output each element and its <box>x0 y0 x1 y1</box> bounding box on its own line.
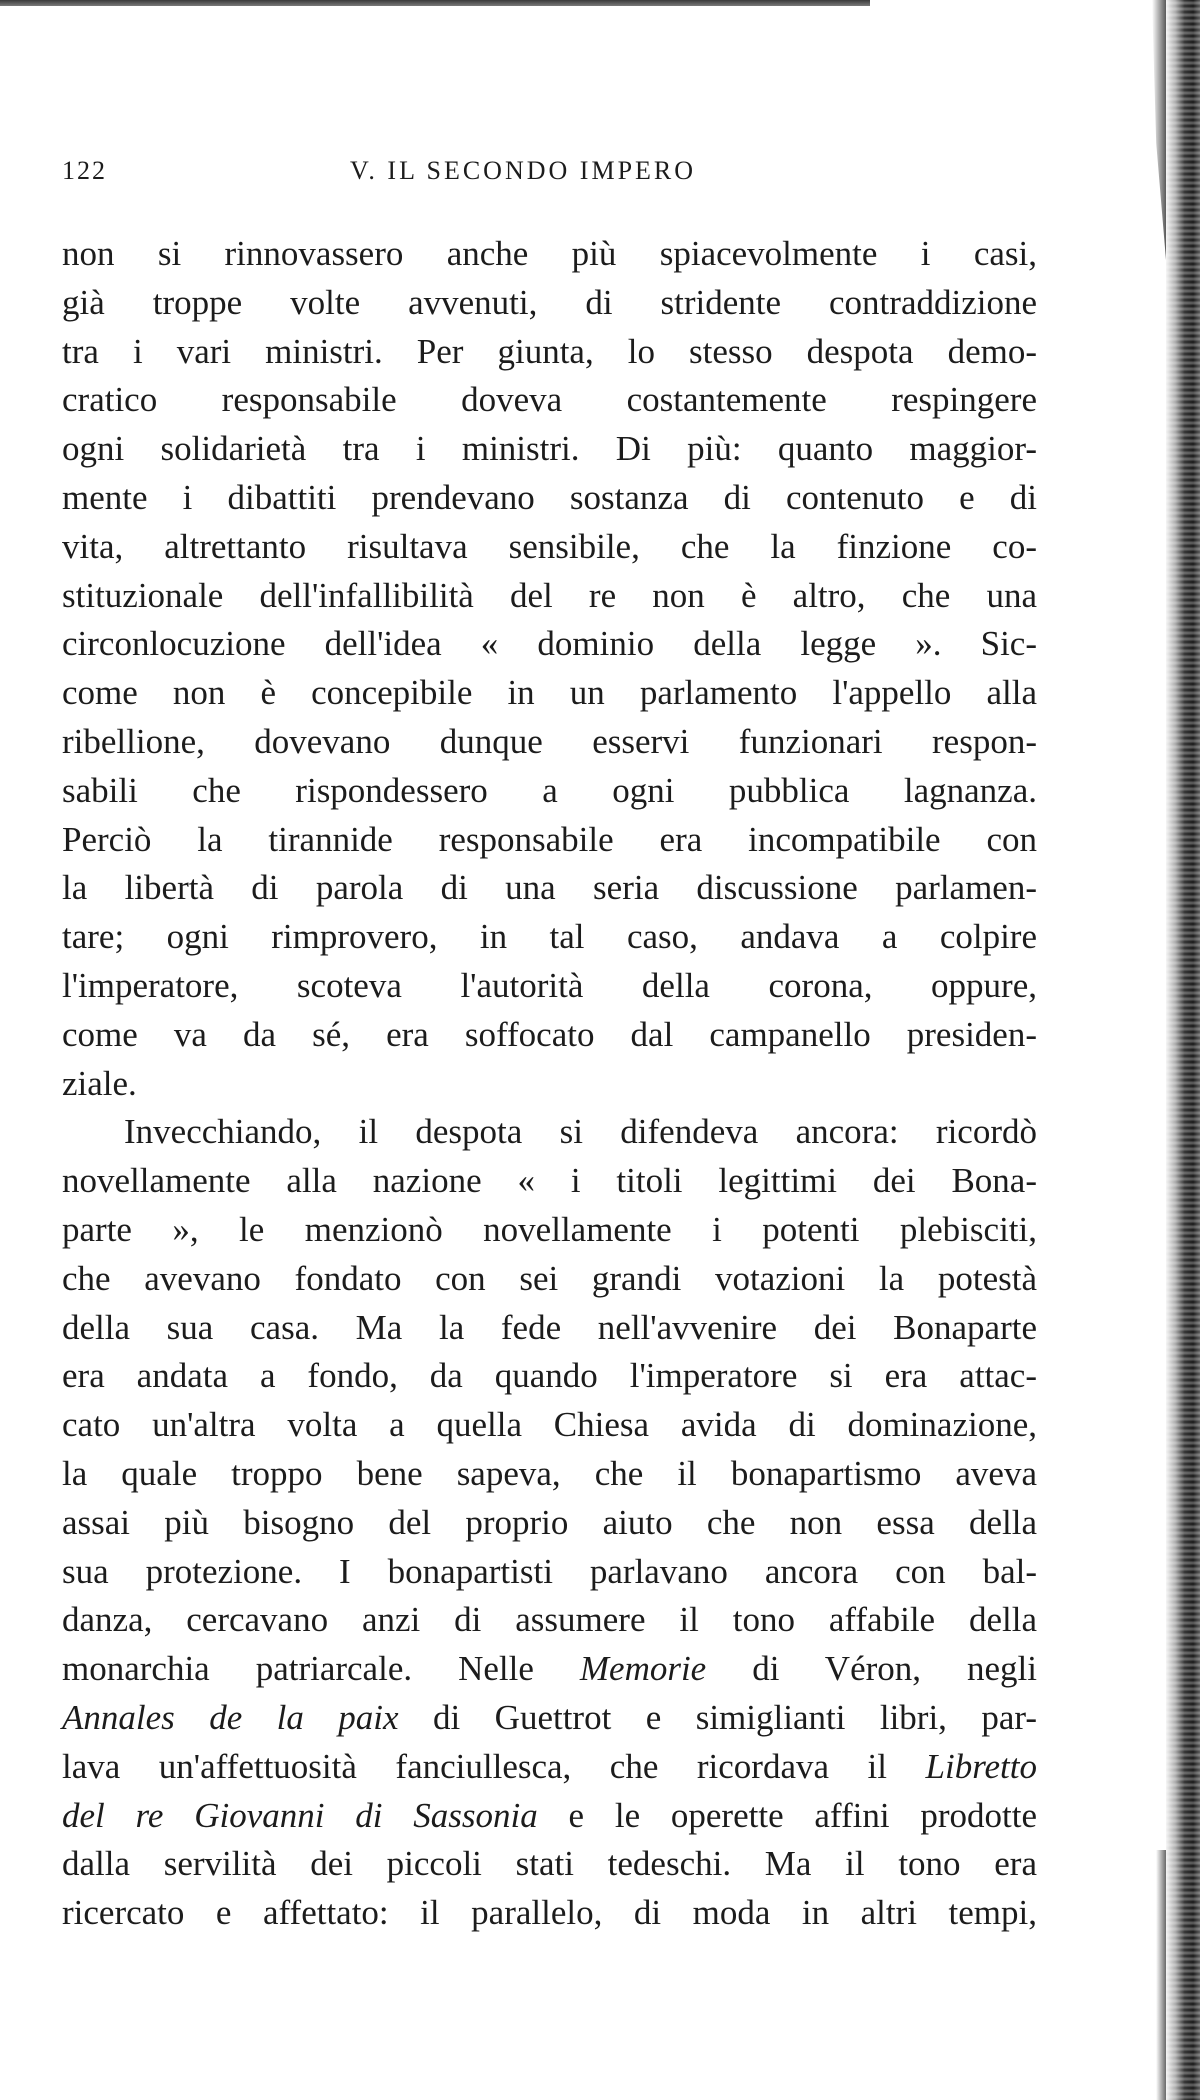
line-text: Perciò la tirannide responsabile era incompatibile con <box>62 819 1037 859</box>
page-number: 122 <box>62 156 107 185</box>
text-line <box>62 1157 1037 1206</box>
line-text: dalla servilità dei piccoli stati tedeschi. Ma il tono era <box>62 1844 1037 1884</box>
line-text: come va da sé, era soffocato dal campanello presiden- <box>62 1014 1037 1054</box>
line-text: e le operette affini prodotte <box>537 1795 1037 1835</box>
text-line <box>62 1792 1037 1841</box>
text-line <box>62 669 1037 718</box>
text-line <box>62 1840 1037 1889</box>
text-line <box>62 1108 1037 1157</box>
line-text: ribellione, dovevano dunque esservi funzionari respon- <box>62 721 1037 761</box>
text-line <box>62 1011 1037 1060</box>
line-text: tra i vari ministri. Per giunta, lo stesso despota demo- <box>62 331 1037 371</box>
running-head <box>62 156 1037 196</box>
line-text: di Guettrot e simiglianti libri, par- <box>398 1697 1038 1737</box>
line-text: sabili che rispondessero a ogni pubblica lagnanza. <box>62 770 1037 810</box>
text-line <box>62 230 1037 279</box>
text-line <box>62 1645 1037 1694</box>
page-edge-shadow <box>1166 0 1200 2100</box>
line-text: assai più bisogno del proprio aiuto che non essa della <box>62 1502 1037 1542</box>
line-text: come non è concepibile in un parlamento l'appello alla <box>62 673 1037 713</box>
text-line <box>62 718 1037 767</box>
line-text: ziale. <box>62 1063 137 1103</box>
text-line <box>62 1548 1037 1597</box>
text-line <box>62 1596 1037 1645</box>
text-line <box>62 1889 1037 1938</box>
line-text: ogni solidarietà tra i ministri. Di più: quanto maggior- <box>62 429 1037 469</box>
line-text: ricercato e affettato: il parallelo, di moda in altri tempi, <box>62 1893 1037 1933</box>
italic-title-text: del re Giovanni di Sassonia <box>62 1795 538 1835</box>
line-text: era andata a fondo, da quando l'imperatore si era attac- <box>62 1356 1037 1396</box>
text-line <box>62 474 1037 523</box>
line-text: parte », le menzionò novellamente i potenti plebisciti, <box>62 1209 1037 1249</box>
chapter-title: V. IL SECONDO IMPERO <box>350 156 697 185</box>
line-text: Invecchiando, il despota si difendeva ancora: ricordò <box>124 1112 1037 1152</box>
text-line <box>62 1206 1037 1255</box>
text-line <box>62 1450 1037 1499</box>
text-line <box>62 1743 1037 1792</box>
body-text <box>62 230 1037 1938</box>
line-text: la quale troppo bene sapeva, che il bonapartismo aveva <box>62 1453 1037 1493</box>
text-line <box>62 425 1037 474</box>
top-scan-border <box>0 0 870 6</box>
text-line <box>62 523 1037 572</box>
line-text: danza, cercavano anzi di assumere il tono affabile della <box>62 1600 1037 1640</box>
text-line <box>62 328 1037 377</box>
line-text: già troppe volte avvenuti, di stridente contraddizione <box>62 282 1037 322</box>
text-line <box>62 376 1037 425</box>
line-text: cratico responsabile doveva costantemente respingere <box>62 380 1037 420</box>
italic-title-text: Annales de la paix <box>62 1697 399 1737</box>
text-line <box>62 864 1037 913</box>
text-line <box>62 279 1037 328</box>
text-line <box>62 1499 1037 1548</box>
line-text: la libertà di parola di una seria discussione parlamen- <box>62 868 1037 908</box>
line-text: lava un'affettuosità fanciullesca, che ricordava il <box>62 1746 926 1786</box>
text-line <box>62 572 1037 621</box>
line-text: circonlocuzione dell'idea « dominio della legge ». Sic- <box>62 624 1037 664</box>
line-text: vita, altrettanto risultava sensibile, che la finzione co- <box>62 526 1037 566</box>
line-text: della sua casa. Ma la fede nell'avvenire dei Bonaparte <box>62 1307 1037 1347</box>
line-text: monarchia patriarcale. Nelle <box>62 1649 580 1689</box>
italic-title-text: Memorie <box>579 1649 707 1689</box>
line-text: tare; ogni rimprovero, in tal caso, andava a colpire <box>62 917 1037 957</box>
line-text: cato un'altra volta a quella Chiesa avida di dominazione, <box>62 1405 1037 1445</box>
line-text: l'imperatore, scoteva l'autorità della corona, oppure, <box>62 965 1037 1005</box>
text-line <box>62 816 1037 865</box>
text-line <box>62 767 1037 816</box>
text-line <box>62 1255 1037 1304</box>
line-text: di Véron, negli <box>706 1649 1037 1689</box>
line-text: non si rinnovassero anche più spiacevolmente i casi, <box>62 234 1037 273</box>
text-line <box>62 1060 1037 1109</box>
italic-title-text: Libretto <box>925 1746 1037 1786</box>
text-line <box>62 1401 1037 1450</box>
text-line <box>62 620 1037 669</box>
line-text: novellamente alla nazione « i titoli legittimi dei Bona- <box>62 1161 1037 1201</box>
line-text: stituzionale dell'infallibilità del re non è altro, che una <box>62 575 1037 615</box>
line-text: mente i dibattiti prendevano sostanza di contenuto e di <box>62 477 1037 517</box>
text-line <box>62 962 1037 1011</box>
text-line <box>62 1304 1037 1353</box>
line-text: sua protezione. I bonapartisti parlavano ancora con bal- <box>62 1551 1037 1591</box>
line-text: che avevano fondato con sei grandi votazioni la potestà <box>62 1258 1037 1298</box>
text-line <box>62 913 1037 962</box>
text-line <box>62 1352 1037 1401</box>
text-line <box>62 1694 1037 1743</box>
